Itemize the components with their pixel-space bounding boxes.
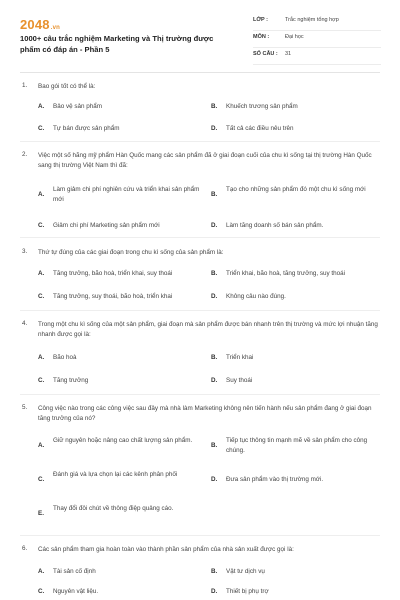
- option-letter: B.: [211, 103, 218, 110]
- option-letter: A.: [38, 442, 45, 449]
- meta-row-subject: [253, 31, 381, 48]
- meta-label: MÔN :: [253, 34, 270, 40]
- document-title: 1000+ câu trắc nghiệm Marketing và Thị trường được phẩm có đáp án - Phần 5: [20, 34, 214, 54]
- option-letter: A.: [38, 191, 45, 198]
- option-letter: A.: [38, 568, 45, 575]
- question-divider: [20, 141, 380, 142]
- question-text: Việc một số hãng mỹ phẩm Hàn Quốc mang các sản phẩm đã ở giai đoạn cuối của chu kì sống tại thị trường Hàn Quốc sang thị trường Việt Nam thì đã:: [38, 152, 372, 169]
- option-text: Tài sản cố định: [53, 568, 96, 575]
- option-text: Làm giảm chi phí nghiên cứu và triển khai sản phẩm mới: [53, 186, 200, 203]
- meta-value: 31: [285, 51, 292, 57]
- option-letter: C.: [38, 588, 45, 595]
- option-text: Bảo vệ sản phẩm: [53, 103, 103, 110]
- option-text: Giảm chi phí Marketing sản phẩm mới: [53, 222, 160, 229]
- option-text: Tất cả các điều nêu trên: [226, 125, 294, 132]
- option-letter: A.: [38, 103, 45, 110]
- option-text: Bão hoà: [53, 354, 77, 361]
- question-number: 2.: [22, 151, 28, 158]
- option-letter: A.: [38, 354, 45, 361]
- option-letter: E.: [38, 510, 44, 517]
- question-text: Công việc nào trong các công việc sau đây mà nhà làm Marketing không nên tiến hành nếu sản phẩm đang ở giai đoạn tăng trưởng của nó?: [38, 405, 372, 422]
- option-letter: D.: [211, 476, 218, 483]
- option-letter: B.: [211, 568, 218, 575]
- logo-main: 2048: [20, 17, 50, 32]
- option-letter: C.: [38, 222, 45, 229]
- option-letter: B.: [211, 270, 218, 277]
- option-text: Nguyên vật liệu.: [53, 588, 99, 595]
- logo-suffix: .vn: [50, 25, 61, 31]
- option-text: Làm tăng doanh số bán sản phẩm.: [226, 222, 324, 229]
- question-divider: [20, 237, 380, 238]
- option-letter: C.: [38, 476, 45, 483]
- question-text: Thứ tự đúng của các giai đoạn trong chu kì sống của sản phẩm là:: [38, 249, 224, 256]
- question-text: Trong một chu kì sống của một sản phẩm, giai đoạn mà sản phẩm được bán nhanh trên thị trường và mức lợi nhuận tăng nhanh được gọi là:: [38, 321, 378, 338]
- site-logo[interactable]: [20, 17, 60, 32]
- option-text: Tăng trưởng, bão hoà, triển khai, suy thoái: [53, 270, 173, 277]
- meta-label: LỚP :: [253, 17, 268, 23]
- option-text: Tăng trưởng, suy thoái, bão hoà, triển khai: [53, 293, 173, 300]
- option-text: Tạo cho những sản phẩm đó một chu kì sống mới: [226, 186, 366, 193]
- meta-table: [253, 14, 381, 65]
- option-text: Tự bán được sản phẩm: [53, 125, 120, 132]
- option-text: Thay đổi đôi chút về thông điệp quảng cáo.: [53, 505, 174, 512]
- question-divider: [20, 535, 380, 536]
- option-text: Giữ nguyên hoặc nâng cao chất lượng sản phẩm.: [53, 437, 193, 444]
- question-divider: [20, 310, 380, 311]
- option-text: Vật tư dịch vụ: [226, 568, 265, 575]
- meta-row-class: [253, 14, 381, 31]
- question-number: 3.: [22, 248, 28, 255]
- question-number: 6.: [22, 545, 28, 552]
- option-text: Thiết bị phụ trợ: [226, 588, 269, 595]
- meta-value: Trắc nghiệm tổng hợp: [285, 17, 339, 23]
- option-text: Triển khai, bão hoà, tăng trưởng, suy thoái: [226, 270, 346, 277]
- option-letter: C.: [38, 293, 45, 300]
- option-text: Đánh giá và lựa chọn lại các kênh phân phối: [53, 471, 178, 478]
- option-text: Tiếp tục thông tin mạnh mẽ về sản phẩm cho công chúng.: [226, 437, 368, 454]
- meta-label: SỐ CÂU :: [253, 51, 278, 57]
- option-letter: B.: [211, 191, 218, 198]
- option-text: Tăng trưởng: [53, 377, 89, 384]
- meta-value: Đại học: [285, 34, 304, 40]
- option-letter: D.: [211, 377, 218, 384]
- option-letter: B.: [211, 442, 218, 449]
- question-divider: [20, 394, 380, 395]
- option-text: Không câu nào đúng.: [226, 293, 286, 300]
- option-letter: A.: [38, 270, 45, 277]
- document-header: [0, 0, 400, 70]
- question-number: 5.: [22, 404, 28, 411]
- meta-row-count: [253, 48, 381, 65]
- option-text: Suy thoái: [226, 377, 253, 384]
- option-letter: D.: [211, 588, 218, 595]
- option-letter: D.: [211, 222, 218, 229]
- option-text: Triển khai: [226, 354, 254, 361]
- option-letter: C.: [38, 125, 45, 132]
- header-divider: [20, 72, 380, 73]
- option-text: Đưa sản phẩm vào thị trường mới.: [226, 476, 324, 483]
- question-text: Các sản phẩm tham gia hoàn toàn vào thành phần sản phẩm của nhà sản xuất được gọi là:: [38, 546, 294, 553]
- option-letter: D.: [211, 125, 218, 132]
- question-number: 1.: [22, 82, 28, 89]
- option-letter: D.: [211, 293, 218, 300]
- question-number: 4.: [22, 320, 28, 327]
- option-text: Khuếch trương sản phẩm: [226, 103, 298, 110]
- question-text: Bao gói tốt có thể là:: [38, 83, 96, 90]
- option-letter: B.: [211, 354, 218, 361]
- option-letter: C.: [38, 377, 45, 384]
